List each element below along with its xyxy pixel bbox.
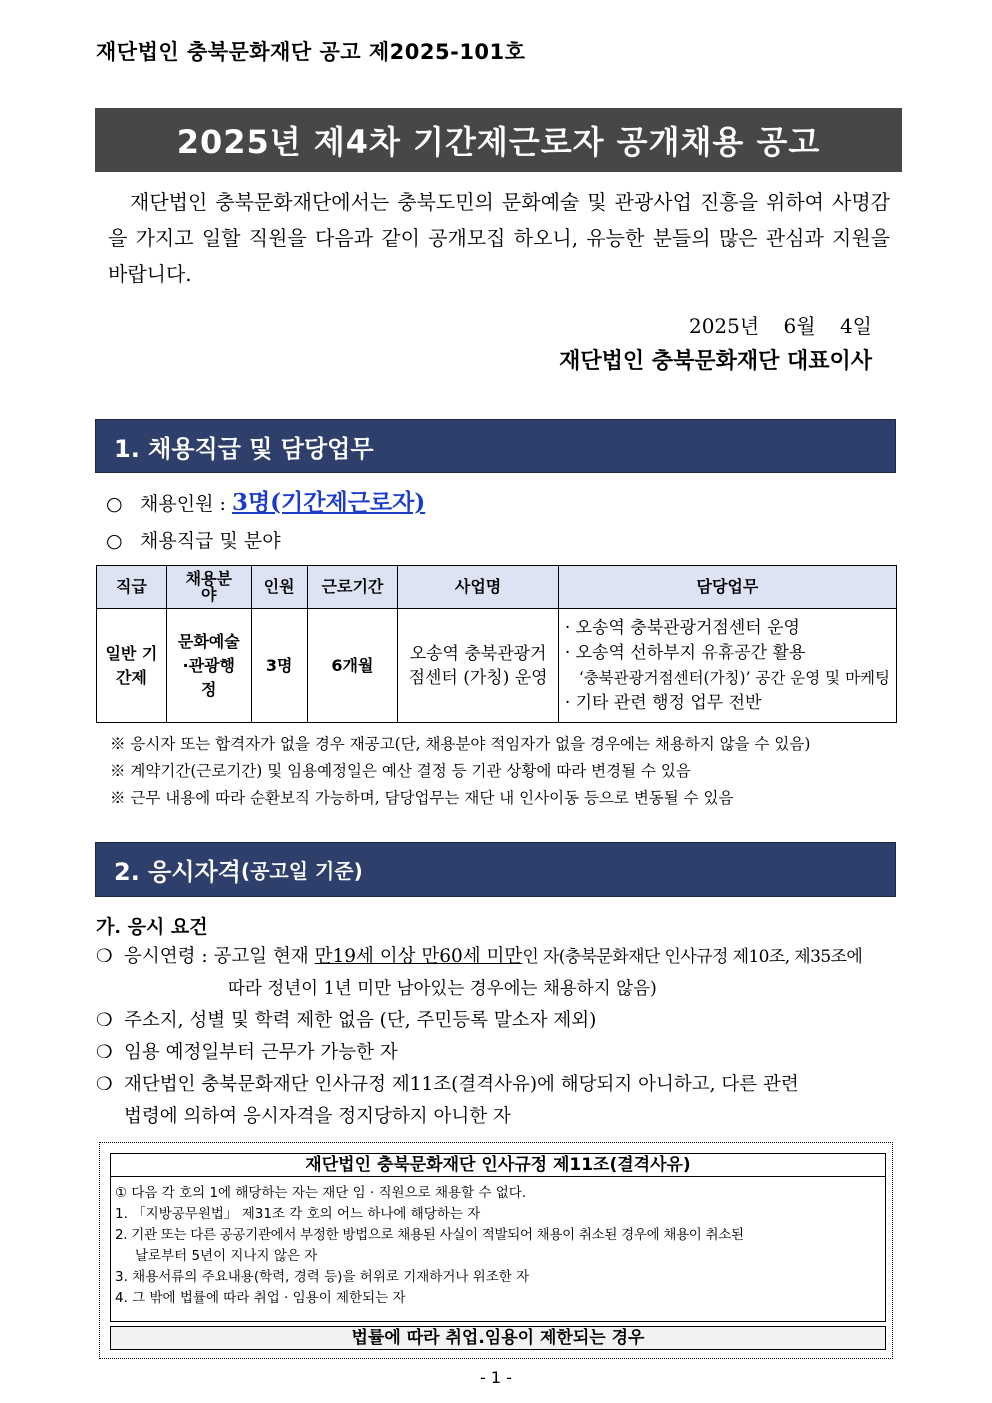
requirement-disqualification-cont: 법령에 의하여 응시자격을 정지당하지 아니한 자 (124, 1106, 511, 1127)
requirements-heading: 가. 응시 요건 (96, 916, 208, 938)
requirement-disqualification (96, 1070, 799, 1100)
duty-item: · 오송역 선하부지 유휴공간 활용 (564, 642, 806, 663)
box-title: 재단법인 충북문화재단 인사규정 제11조(결격사유) (110, 1153, 886, 1177)
ring-bullet-icon: ❍ (96, 1074, 113, 1095)
notice-number: 재단법인 충북문화재단 공고 제2025-101호 (96, 40, 526, 64)
positions-line (106, 526, 281, 553)
requirement-availability (96, 1038, 398, 1068)
ring-bullet-icon: ❍ (96, 1042, 113, 1063)
circle-bullet-icon: ○ (106, 493, 123, 515)
table-row (97, 609, 897, 723)
box-line: 1. 「지방공무원법」 제31조 각 호의 어느 하나에 해당하는 자 (115, 1206, 481, 1222)
headcount-line (106, 484, 425, 517)
section-1-title-text: 1. 채용직급 및 담당업무 (114, 434, 374, 463)
box-line: 3. 채용서류의 주요내용(학력, 경력 등)을 허위로 기재하거나 위조한 자 (115, 1269, 530, 1285)
th-count: 인원 (251, 566, 307, 609)
section-1-title (95, 419, 896, 473)
cell-field: 문화예술·관광행정 (166, 609, 251, 723)
section-2-title-note: (공고일 기준) (240, 859, 363, 883)
box-line: ① 다음 각 호의 1에 해당하는 자는 재단 임 · 직원으로 채용할 수 없다. (115, 1185, 527, 1201)
circle-bullet-icon: ○ (106, 530, 123, 552)
notice-date: 2025년 6월 4일 (688, 314, 872, 338)
box-line: 날로부터 5년이 지나지 않은 자 (135, 1248, 318, 1264)
box-line: 4. 그 밖에 법률에 따라 취업 · 임용이 제한되는 자 (115, 1290, 406, 1306)
headcount-label: 채용인원 : (140, 493, 226, 515)
headcount-value: 3명(기간제근로자) (231, 489, 426, 516)
box-body (110, 1177, 886, 1322)
cell-duties (558, 609, 896, 723)
cell-period: 6개월 (307, 609, 398, 723)
note-line: ※ 계약기간(근로기간) 및 임용예정일은 예산 결정 등 기관 상황에 따라 변경될 수 있음 (110, 762, 691, 780)
intro-paragraph: 재단법인 충북문화재단에서는 충북도민의 문화예술 및 관광사업 진흥을 위하여 사명감을 가지고 일할 직원을 다음과 같이 공개모집 하오니, 유능한 분들의 많은 관심과 지원을 바랍니다. (108, 190, 890, 286)
th-project: 사업명 (398, 566, 558, 609)
page-title: 2025년 제4차 기간제근로자 공개채용 공고 (95, 108, 902, 172)
note-line: ※ 응시자 또는 합격자가 없을 경우 재공고(단, 채용분야 적임자가 없을 경우에는 채용하지 않을 수 있음) (110, 735, 811, 753)
age-range: 만19세 이상 만60세 미만 (314, 946, 523, 967)
positions-label: 채용직급 및 분야 (140, 530, 281, 552)
requirement-age (96, 942, 862, 972)
requirement-age-cont: 따라 정년이 1년 미만 남아있는 경우에는 채용하지 않음) (228, 979, 657, 999)
requirement-text: 주소지, 성별 및 학력 제한 없음 (단, 주민등록 말소자 제외) (124, 1010, 597, 1031)
requirement-text: 임용 예정일부터 근무가 가능한 자 (124, 1042, 398, 1063)
signer: 재단법인 충북문화재단 대표이사 (559, 348, 872, 374)
requirement-text: 재단법인 충북문화재단 인사규정 제11조(결격사유)에 해당되지 아니하고, 다른 관련 (124, 1074, 799, 1095)
th-grade: 직급 (97, 566, 167, 609)
page-number: - 1 - (480, 1368, 512, 1387)
note-line: ※ 근무 내용에 따라 순환보직 가능하며, 담당업무는 재단 내 인사이동 등으로 변동될 수 있음 (110, 789, 734, 807)
th-duties: 담당업무 (558, 566, 896, 609)
cell-count: 3명 (251, 609, 307, 723)
th-period: 근로기간 (307, 566, 398, 609)
duty-item: ‘충북관광거점센터(가칭)’ 공간 운영 및 마케팅 (578, 668, 890, 687)
positions-table (96, 565, 897, 723)
cell-grade: 일반 기간제 (97, 609, 167, 723)
table-header-row (97, 566, 897, 609)
box-footer: 법률에 따라 취업.임용이 제한되는 경우 (110, 1326, 886, 1350)
requirement-no-limit (96, 1006, 596, 1036)
ring-bullet-icon: ❍ (96, 1010, 113, 1031)
duty-item: · 기타 관련 행정 업무 전반 (564, 692, 762, 713)
duty-item: · 오송역 충북관광거점센터 운영 (564, 617, 800, 638)
age-prefix: 응시연령 : 공고일 현재 (124, 946, 315, 967)
box-line: 2. 기관 또는 다른 공공기관에서 부정한 방법으로 채용된 사실이 적발되어 채용이 취소된 경우에 채용이 취소된 (115, 1227, 744, 1243)
cell-project: 오송역 충북관광거점센터 (가칭) 운영 (398, 609, 558, 723)
ring-bullet-icon: ❍ (96, 946, 113, 967)
section-2-title-text: 2. 응시자격 (114, 858, 241, 886)
section-2-title (95, 842, 896, 897)
age-suffix: 인 자(충북문화재단 인사규정 제10조, 제35조에 (522, 947, 863, 967)
th-field: 채용분야 (166, 566, 251, 609)
